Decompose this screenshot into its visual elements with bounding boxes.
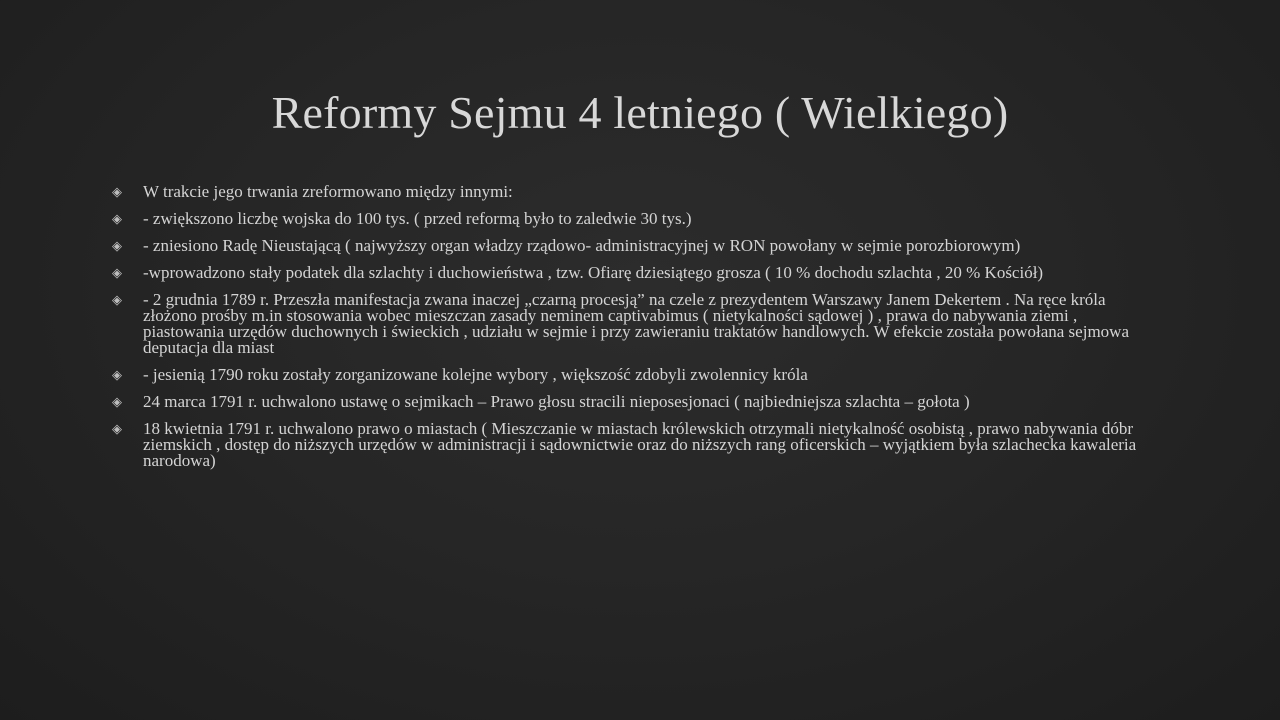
list-item — [110, 394, 1160, 410]
bullet-list — [110, 184, 1160, 480]
diamond-outline-icon: ◈ — [112, 211, 122, 226]
slide-title: Reformy Sejmu 4 letniego ( Wielkiego) — [271, 87, 1009, 138]
list-item — [110, 265, 1160, 281]
diamond-outline-icon: ◈ — [112, 184, 122, 199]
bullet-text: -wprowadzono stały podatek dla szlachty i duchowieństwa , tzw. Ofiarę dziesiątego grosza ( 10 % dochodu szlachta , 20 % Kościół) — [143, 263, 1044, 282]
diamond-outline-icon: ◈ — [112, 292, 122, 307]
list-item — [110, 367, 1160, 383]
list-item — [110, 292, 1160, 356]
bullet-text: - jesienią 1790 roku zostały zorganizowane kolejne wybory , większość zdobyli zwolennicy króla — [143, 365, 808, 384]
list-item — [110, 211, 1160, 227]
list-item — [110, 238, 1160, 254]
diamond-outline-icon: ◈ — [112, 238, 122, 253]
bullet-text: - zniesiono Radę Nieustającą ( najwyższy organ władzy rządowo- administracyjnej w RON powołany w sejmie porozbiorowym) — [143, 236, 1021, 255]
bullet-text: - zwiększono liczbę wojska do 100 tys. ( przed reformą było to zaledwie 30 tys.) — [143, 209, 692, 228]
bullet-text: W trakcie jego trwania zreformowano między innymi: — [143, 182, 513, 201]
diamond-outline-icon: ◈ — [112, 367, 122, 382]
list-item — [110, 184, 1160, 200]
list-item — [110, 421, 1160, 469]
diamond-outline-icon: ◈ — [112, 394, 122, 409]
bullet-text: 24 marca 1791 r. uchwalono ustawę o sejmikach – Prawo głosu stracili nieposesjonaci ( najbiedniejsza szlachta – gołota ) — [143, 392, 970, 411]
bullet-text: 18 kwietnia 1791 r. uchwalono prawo o miastach ( Mieszczanie w miastach królewskich otrzymali nietykalność osobistą , prawo nabywania dóbr ziemskich , dostęp do niższych urzędów w administracji i sądownictwie oraz do niższych rang oficerskich – wyjątkiem była szlachecka kawaleria narodowa) — [143, 419, 1137, 470]
diamond-outline-icon: ◈ — [112, 421, 122, 436]
bullet-text: - 2 grudnia 1789 r. Przeszła manifestacja zwana inaczej „czarną procesją” na czele z prezydentem Warszawy Janem Dekertem . Na ręce króla złożono prośby m.in stosowania wobec mieszczan zasady neminem captivabimus ( nietykalności sądowej ) , prawa do nabywania ziemi , piastowania urzędów duchownych i świeckich , udziału w sejmie i przy zawieraniu traktatów handlowych. W efekcie została powołana sejmowa deputacja dla miast — [143, 290, 1129, 357]
diamond-outline-icon: ◈ — [112, 265, 122, 280]
